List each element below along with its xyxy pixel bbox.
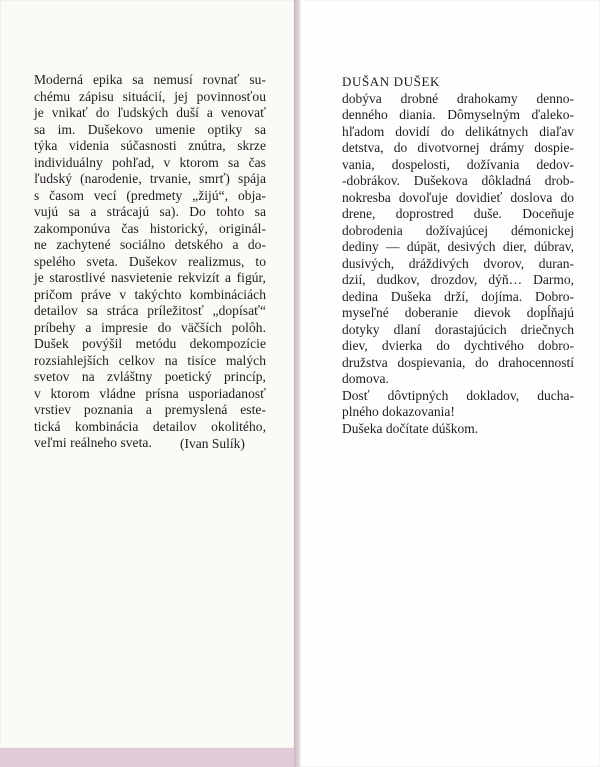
left-line: chému zápisu situácií, jej povinnosťou: [34, 88, 266, 104]
left-line: detailov sa stráca príležitosť „dopísať“: [34, 303, 266, 318]
left-line: zakomponúva čas historický, originál-: [34, 220, 266, 236]
right-blurb-text: [342, 74, 574, 437]
right-line: Dušeka dočítate dúškom.: [342, 420, 479, 436]
right-line: denného diania. Dômyselným ďaleko-: [342, 107, 574, 122]
left-line: ne zachytené sociálno detského a do-: [34, 237, 266, 252]
right-line: dobrodenia dožívajúcej démonickej: [342, 222, 574, 238]
right-line: domova.: [342, 371, 389, 386]
right-line: myseľné doberanie dievok dopĺňajú: [342, 305, 574, 320]
left-line: tická kombinácia detailov okolitého,: [34, 418, 266, 434]
right-line: dedina Dušeka drží, dojíma. Dobro-: [342, 288, 574, 304]
left-line: rozsiahlejších celkov na tisíce malých: [34, 352, 266, 368]
left-line: je starostlivé nasvietenie rekvizít a figúr,: [34, 270, 266, 285]
left-line: príbehy a impresie do väčších polôh.: [34, 319, 266, 335]
left-line: ľudský (narodenie, trvanie, smrť) spája: [34, 171, 266, 186]
left-line: spelého sveta. Dušekov realizmus, to: [34, 253, 266, 269]
left-line: v ktorom vládne prísna usporiadanosť: [34, 385, 266, 401]
left-line: individuálny pohľad, v ktorom sa čas: [34, 154, 266, 170]
right-line: dotyky dlaní dorastajúcich driečnych: [342, 321, 574, 337]
left-line: svetov na zvláštny poetický princíp,: [34, 369, 266, 384]
left-line: pričom práve v takýchto kombináciách: [34, 286, 266, 302]
right-line: -dobrákov. Dušekova dôkladná drob-: [342, 173, 574, 188]
right-line: drene, doprostred duše. Doceňuje: [342, 206, 574, 221]
right-line: družstva dospievania, do drahocenností: [342, 354, 574, 370]
left-line: s časom vecí (predmety „žijú“, obja-: [34, 187, 266, 203]
right-line: dobýva drobné drahokamy denno-: [342, 90, 574, 106]
left-line: Moderná epika sa nemusí rovnať su-: [34, 72, 266, 87]
right-line: detstva, do divotvornej drámy dospie-: [342, 140, 574, 155]
right-line: diev, dvierka do dychtivého dobro-: [342, 338, 574, 353]
left-line: vrstiev poznania a premyslená este-: [34, 402, 266, 417]
right-line: plného dokazovania!: [342, 404, 455, 419]
left-line: vujú sa a strácajú sa). Do tohto sa: [34, 204, 266, 219]
left-review-text: [34, 72, 266, 452]
left-line: Dušek povýšil metódu dekompozície: [34, 336, 266, 351]
right-line: nokresba dovoľuje dovidieť doslova do: [342, 189, 574, 205]
right-line: dediny — dúpät, desivých dier, dúbrav,: [342, 239, 574, 254]
right-line: Dosť dôvtipných dokladov, ducha-: [342, 387, 574, 403]
right-line: dusivých, dráždivých dvorov, duran-: [342, 255, 574, 271]
left-line: veľmi reálneho sveta.: [34, 435, 152, 450]
right-line: dzií, dudkov, drozdov, dýň… Darmo,: [342, 272, 574, 287]
left-line: týka videnia súčasnosti znútra, skrze: [34, 138, 266, 153]
background-band: [0, 748, 294, 767]
right-line: hľadom dovidí do delikátnych diaľav: [342, 123, 574, 139]
left-line: je vnikať do ľudských duší a venovať: [34, 105, 266, 120]
review-signature: (Ivan Sulík): [180, 436, 245, 451]
left-line: sa im. Dušekovo umenie optiky sa: [34, 121, 266, 137]
right-line: vania, dospelosti, dožívania dedov-: [342, 156, 574, 172]
author-name: DUŠAN DUŠEK: [342, 74, 440, 89]
